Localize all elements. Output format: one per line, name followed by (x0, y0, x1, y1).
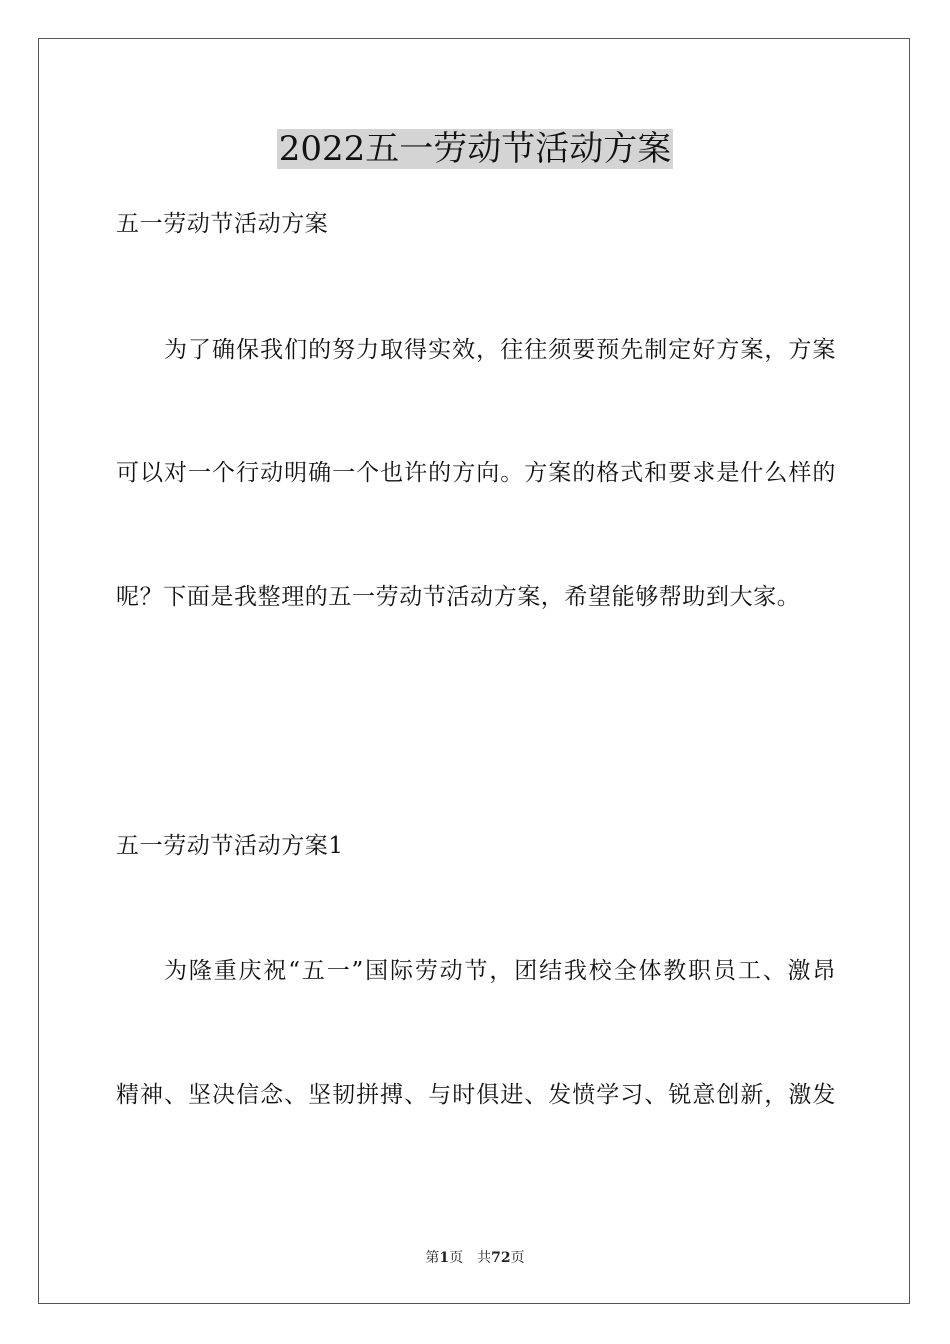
section-1-line-1: 为隆重庆祝“五一”国际劳动节，团结我校全体教职员工、激昂 (164, 958, 836, 984)
page-footer (0, 1248, 950, 1268)
document-subtitle: 五一劳动节活动方案 (116, 211, 329, 237)
footer-page-suffix: 页 (449, 1250, 464, 1266)
intro-line-1: 为了确保我们的努力取得实效，往往须要预先制定好方案，方案 (164, 337, 836, 363)
document-title (0, 124, 950, 174)
intro-line-2: 可以对一个行动明确一个也许的方向。方案的格式和要求是什么样的 (116, 460, 836, 486)
footer-total-pages: 72 (491, 1250, 511, 1266)
footer-page-prefix: 第 (425, 1250, 440, 1266)
document-title-text: 2022五一劳动节活动方案 (278, 129, 672, 169)
intro-line-3: 呢？下面是我整理的五一劳动节活动方案，希望能够帮助到大家。 (116, 584, 801, 610)
section-1-line-2: 精神、坚决信念、坚韧拼搏、与时俱进、发愤学习、锐意创新，激发 (116, 1082, 836, 1108)
footer-total-suffix: 页 (510, 1250, 525, 1266)
footer-page-number: 1 (439, 1250, 450, 1266)
footer-total-prefix: 共 (477, 1250, 492, 1266)
section-1-heading: 五一劳动节活动方案1 (116, 833, 344, 859)
